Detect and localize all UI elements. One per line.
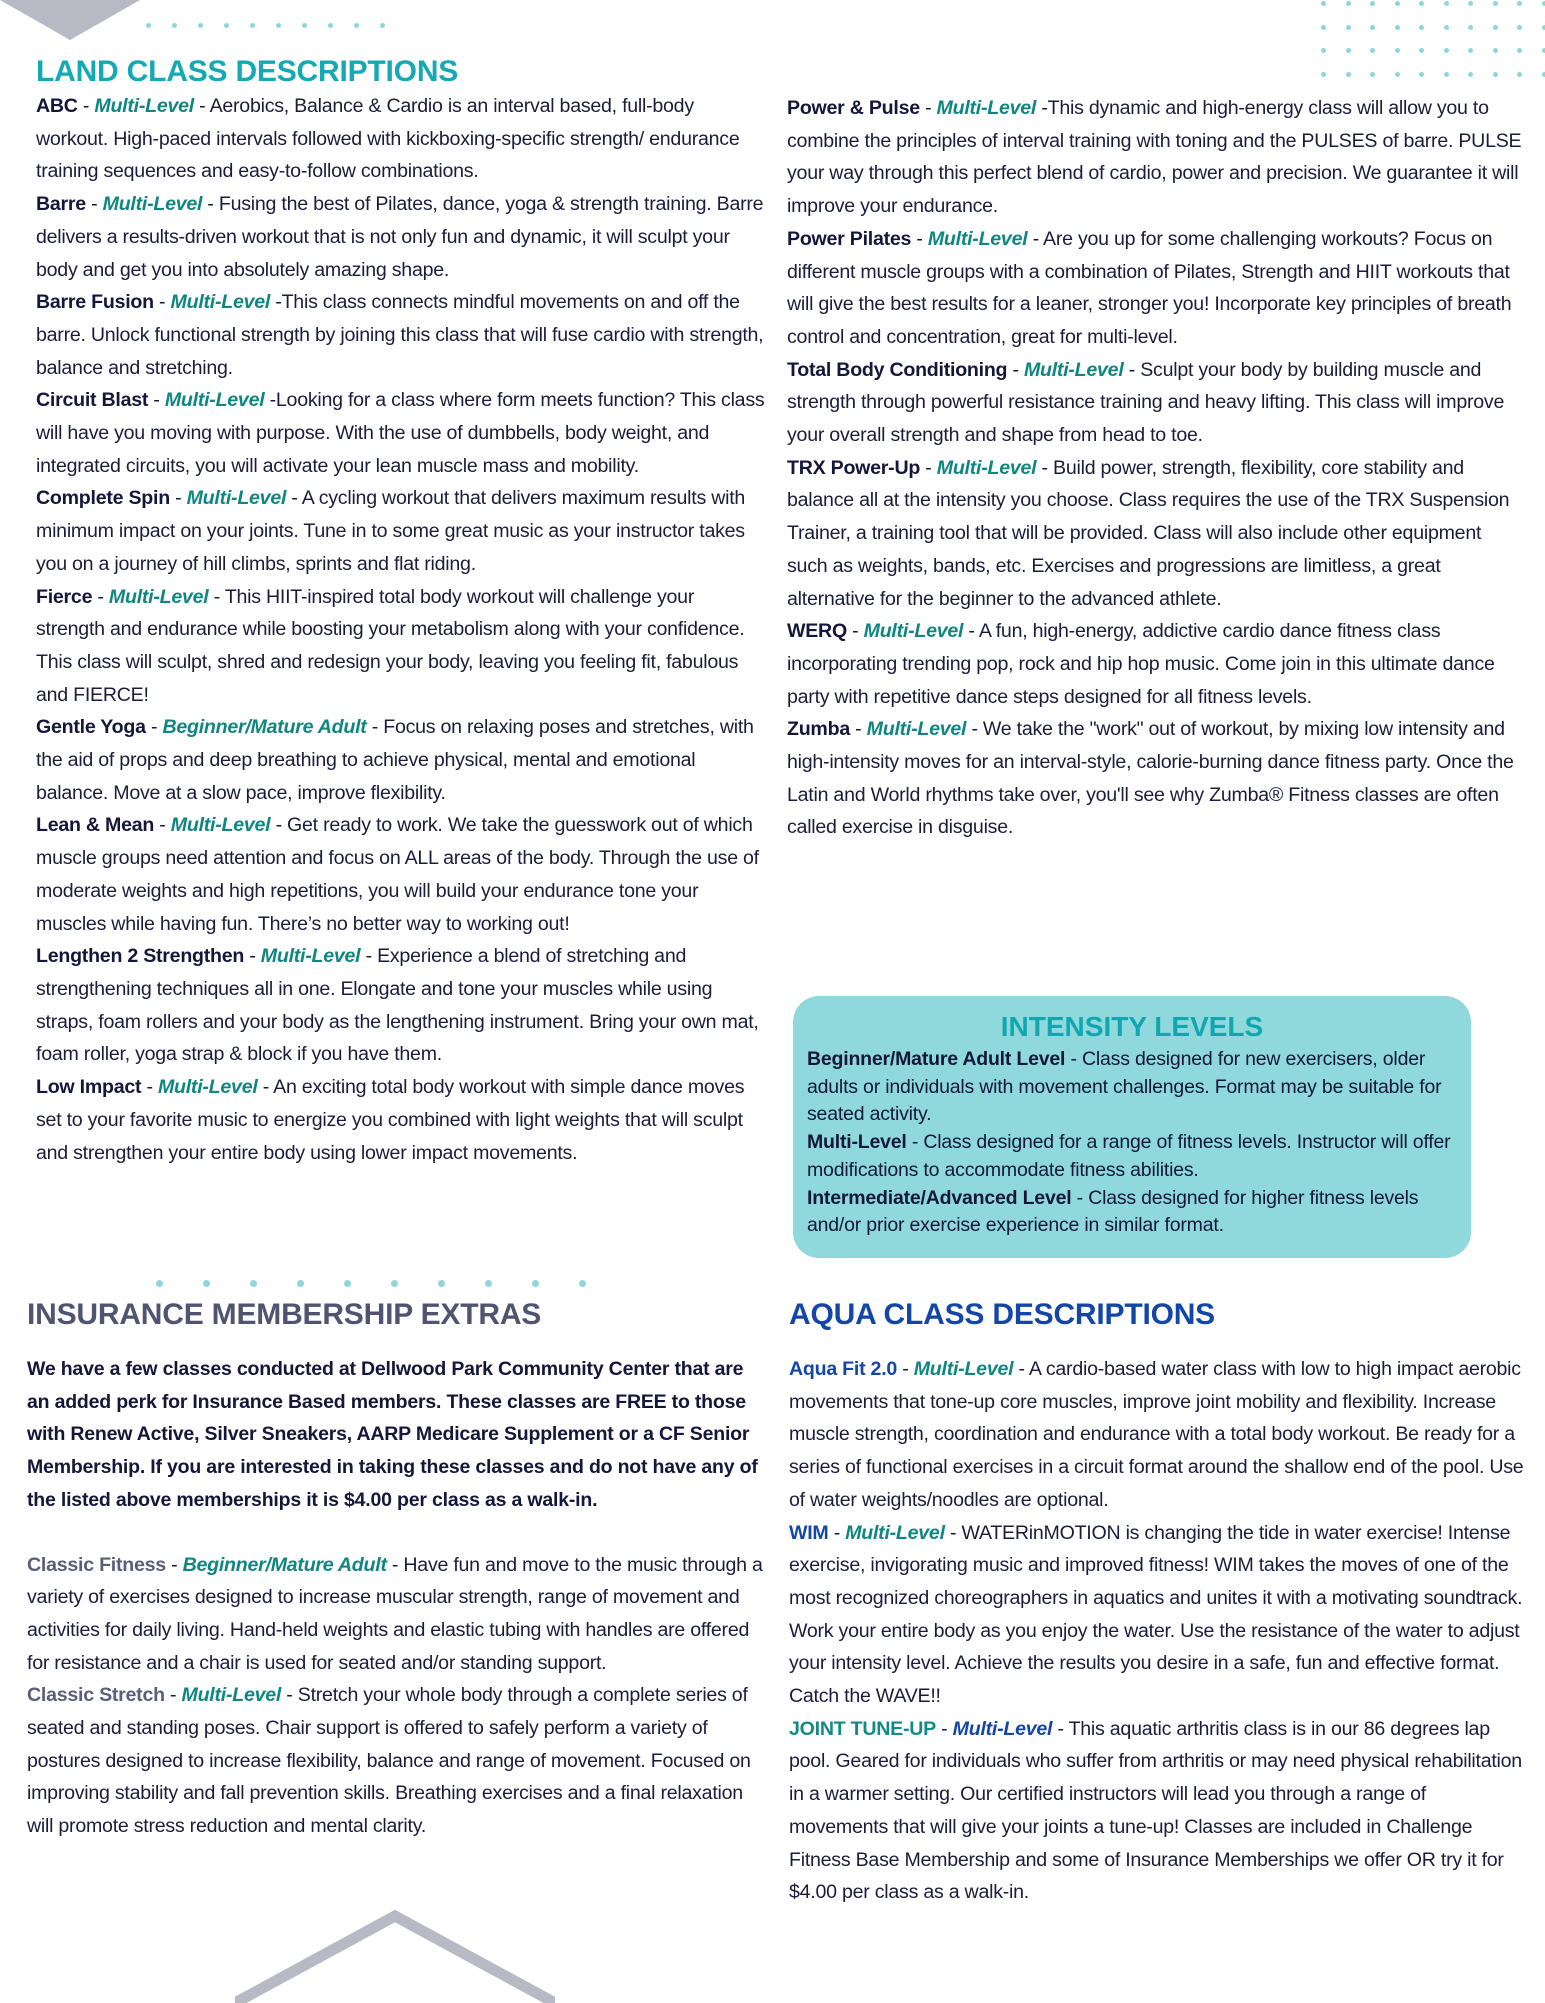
class-entry bbox=[787, 92, 1522, 223]
intensity-level-item bbox=[807, 1129, 1457, 1184]
separator: - bbox=[92, 585, 109, 608]
intensity-levels-heading: INTENSITY LEVELS bbox=[1000, 1011, 1264, 1042]
class-entry bbox=[787, 713, 1522, 844]
intensity-level-item bbox=[807, 1046, 1457, 1129]
class-name: Low Impact bbox=[36, 1076, 142, 1099]
class-description: Have fun and move to the music through a variety of exercises designed to increase muscular strength, range of movement and activities for daily living. Hand-held weights and elastic tubing with handles are offered for resistance and a chair is used for seated and/or standing support. bbox=[27, 1553, 763, 1674]
insurance-membership-section bbox=[27, 1297, 767, 1843]
class-description: We take the "work" out of workout, by mixing low intensity and high-intensity moves for an interval-style, calorie-burning dance fitness party. Once the Latin and World rhythms take over, you'll see why Zumba® Fitness classes are often called exercise in disguise. bbox=[787, 718, 1514, 839]
intensity-level-name: Beginner/Mature Adult Level bbox=[807, 1048, 1066, 1070]
class-entry bbox=[36, 809, 768, 940]
class-entry bbox=[27, 1679, 767, 1843]
aqua-class-list bbox=[789, 1353, 1524, 1909]
top-dots-decoration bbox=[146, 23, 385, 28]
class-description: This aquatic arthritis class is in our 86 degrees lap pool. Geared for individuals who suffer from arthritis or may need physical rehabilitation in a warmer setting. Our certified instructors will lead you through a range of movements that will give your joints a tune-up! Classes are included in Challenge Fitness Base Membership and some of Insurance Memberships we offer OR try it for $4.00 per class as a walk-in. bbox=[789, 1717, 1522, 1904]
separator: - bbox=[153, 291, 171, 314]
separator: - bbox=[148, 389, 165, 412]
separator: - bbox=[935, 1717, 953, 1740]
insurance-class-list bbox=[27, 1549, 767, 1843]
class-entry bbox=[787, 615, 1522, 713]
separator: - bbox=[193, 95, 210, 117]
class-name: ABC bbox=[36, 95, 78, 117]
separator: - bbox=[846, 620, 864, 643]
class-entry bbox=[36, 188, 768, 286]
aqua-heading: AQUA CLASS DESCRIPTIONS bbox=[789, 1298, 1215, 1331]
class-level: Multi-Level bbox=[260, 945, 361, 968]
separator: - bbox=[920, 456, 937, 479]
separator: - bbox=[165, 1553, 183, 1576]
separator: - bbox=[1013, 1358, 1029, 1380]
separator: - bbox=[164, 1684, 182, 1707]
separator: - bbox=[966, 718, 983, 741]
class-level: Multi-Level bbox=[94, 95, 194, 117]
separator: - bbox=[1036, 97, 1048, 119]
dot bbox=[224, 23, 229, 28]
class-entry bbox=[36, 711, 768, 809]
separator: - bbox=[141, 1076, 158, 1099]
class-entry bbox=[789, 1713, 1524, 1909]
separator: - bbox=[1065, 1048, 1082, 1070]
class-entry bbox=[36, 384, 768, 482]
class-name: Classic Stretch bbox=[27, 1684, 165, 1707]
insurance-intro: We have a few classes conducted at Dellwood Park Community Center that are an added perk for Insurance Based members. These classes are FREE to those with Renew Active, Silver Sneakers, AARP Medicare Supplement or a CF Senior Membership. If you are interested in taking these classes and do not have any of the listed above memberships it is $4.00 per class as a walk-in. bbox=[27, 1358, 758, 1511]
class-name: Gentle Yoga bbox=[36, 716, 146, 739]
intensity-level-item bbox=[807, 1185, 1457, 1240]
class-level: Multi-Level bbox=[952, 1717, 1053, 1740]
intensity-level-name: Intermediate/Advanced Level bbox=[807, 1186, 1072, 1209]
separator: - bbox=[286, 487, 302, 510]
separator: - bbox=[77, 95, 95, 117]
intensity-level-description: Class designed for new exercisers, older adults or individuals with movement challenges. Format may be suitable for seated activity. bbox=[807, 1048, 1442, 1126]
top-left-triangle-decoration bbox=[0, 0, 145, 42]
class-level: Multi-Level bbox=[863, 620, 964, 643]
bottom-chevron-decoration bbox=[235, 1908, 555, 2003]
separator: - bbox=[264, 389, 276, 412]
class-description: Get ready to work. We take the guesswork out of which muscle groups need attention and focus on ALL areas of the body. Through the use of moderate weights and high repetitions, you will build your endurance tone your muscles while having fun. There’s no better way to working out! bbox=[36, 814, 759, 935]
class-name: Complete Spin bbox=[36, 487, 170, 510]
separator: - bbox=[85, 193, 103, 216]
separator: - bbox=[366, 716, 384, 739]
class-description: This HIIT-inspired total body workout will challenge your strength and endurance while boosting your metabolism along with your confidence. This class will sculpt, shred and redesign your body, leaving you feeling fit, fabulous and FIERCE! bbox=[36, 585, 745, 706]
class-entry bbox=[787, 354, 1522, 452]
class-name: Power Pilates bbox=[787, 227, 912, 250]
class-entry bbox=[36, 90, 768, 188]
class-description: Aerobics, Balance & Cardio is an interval based, full-body workout. High-paced intervals followed with kickboxing-specific strength/ endurance training sequences and easy-to-follow combinations. bbox=[36, 95, 740, 183]
class-name: Zumba bbox=[787, 718, 850, 741]
class-entry bbox=[36, 286, 768, 384]
class-level: Multi-Level bbox=[866, 718, 967, 741]
class-description: Stretch your whole body through a complete series of seated and standing poses. Chair support is offered to safely perform a variety of postures designed to increase flexibility, balance and range of movement. Focused on improving stability and fall prevention skills. Breathing exercises and a final relaxation will promote stress reduction and mental clarity. bbox=[27, 1684, 751, 1838]
separator: - bbox=[270, 291, 282, 314]
class-entry bbox=[36, 940, 768, 1071]
class-level: Multi-Level bbox=[102, 193, 203, 216]
insurance-heading: INSURANCE MEMBERSHIP EXTRAS bbox=[27, 1298, 542, 1331]
class-level: Beginner/Mature Adult bbox=[162, 716, 367, 739]
class-level: Multi-Level bbox=[164, 389, 265, 412]
dot bbox=[276, 23, 281, 28]
separator: - bbox=[1027, 227, 1044, 250]
class-description: Focus on relaxing poses and stretches, with the aid of props and deep breathing to achieve physical, mental and emotional balance. Move at a slow pace, improve flexibility. bbox=[36, 716, 754, 804]
class-level: Multi-Level bbox=[936, 456, 1037, 479]
intensity-levels-box bbox=[793, 996, 1471, 1258]
class-name: Total Body Conditioning bbox=[787, 358, 1008, 381]
top-right-dot-grid-decoration bbox=[1321, 1, 1545, 77]
separator: - bbox=[257, 1076, 274, 1099]
class-entry bbox=[789, 1353, 1524, 1517]
intensity-level-description: Class designed for a range of fitness levels. Instructor will offer modifications to accommodate fitness abilities. bbox=[807, 1131, 1451, 1181]
intensity-level-list bbox=[807, 1046, 1457, 1240]
separator: - bbox=[244, 945, 261, 968]
class-name: Classic Fitness bbox=[27, 1553, 166, 1576]
separator: - bbox=[963, 620, 979, 643]
class-level: Multi-Level bbox=[845, 1521, 945, 1544]
class-entry bbox=[787, 223, 1522, 354]
class-level: Multi-Level bbox=[186, 487, 287, 510]
class-level: Multi-Level bbox=[170, 814, 271, 837]
class-level: Beginner/Mature Adult bbox=[182, 1553, 387, 1576]
class-description: Fusing the best of Pilates, dance, yoga & strength training. Barre delivers a results-driven workout that is not only fun and dynamic, it will sculpt your body and get you into absolutely amazing shape. bbox=[36, 193, 764, 281]
class-entry bbox=[787, 452, 1522, 616]
class-description: Experience a blend of stretching and strengthening techniques all in one. Elongate and tone your muscles while using straps, foam rollers and your body as the lengthening instrument. Bring your own mat, foam roller, yoga strap & block if you have them. bbox=[36, 945, 759, 1066]
class-name: TRX Power-Up bbox=[787, 456, 921, 479]
separator: - bbox=[1036, 456, 1054, 479]
class-entry bbox=[36, 581, 768, 712]
class-level: Multi-Level bbox=[913, 1358, 1014, 1380]
land-classes-right-column bbox=[787, 92, 1522, 844]
class-name: Power & Pulse bbox=[787, 97, 920, 119]
separator: - bbox=[1123, 358, 1141, 381]
land-class-heading: LAND CLASS DESCRIPTIONS bbox=[36, 55, 459, 88]
separator: - bbox=[906, 1131, 924, 1154]
class-level: Multi-Level bbox=[927, 227, 1028, 250]
class-level: Multi-Level bbox=[170, 291, 271, 314]
separator: - bbox=[911, 227, 928, 250]
class-entry bbox=[36, 1071, 768, 1169]
class-description: A cardio-based water class with low to high impact aerobic movements that tone-up core muscles, improve joint mobility and flexibility. Increase muscle strength, coordination and endurance with a total body workout. Be ready for a series of functional exercises in a circuit format around the shallow end of the pool. Use of water weights/noodles are optional. bbox=[789, 1358, 1524, 1511]
class-name: Barre Fusion bbox=[36, 291, 154, 314]
class-level: Multi-Level bbox=[157, 1076, 258, 1099]
class-entry bbox=[27, 1549, 767, 1680]
class-level: Multi-Level bbox=[1023, 358, 1124, 381]
class-description: A fun, high-energy, addictive cardio dance fitness class incorporating trending pop, rock and hip hop music. Come join in this ultimate dance party with repetitive dance steps designed for all fitness levels. bbox=[787, 620, 1495, 708]
class-description: Build power, strength, flexibility, core stability and balance all at the intensity you choose. Class requires the use of the TRX Suspension Trainer, a training tool that will be provided. Class will also include other equipment such as weights, bands, etc. Exercises and progressions are limitless, a great alternative for the beginner to the advanced athlete. bbox=[787, 456, 1510, 610]
class-name: Lengthen 2 Strengthen bbox=[36, 945, 245, 968]
aqua-class-section bbox=[789, 1297, 1524, 1909]
separator: - bbox=[154, 814, 171, 837]
dot bbox=[380, 23, 385, 28]
separator: - bbox=[169, 487, 187, 510]
separator: - bbox=[386, 1553, 404, 1576]
dot bbox=[172, 23, 177, 28]
class-name: JOINT TUNE-UP bbox=[789, 1717, 936, 1740]
separator: - bbox=[944, 1521, 962, 1544]
separator: - bbox=[919, 97, 937, 119]
class-entry bbox=[36, 482, 768, 580]
class-description: This dynamic and high-energy class will allow you to combine the principles of interval training with toning and the PULSES of barre. PULSE your way through this perfect blend of cardio, power and precision. We guarantee it will improve your endurance. bbox=[787, 97, 1522, 218]
separator: - bbox=[360, 945, 378, 968]
separator: - bbox=[202, 193, 219, 216]
dot bbox=[302, 23, 307, 28]
intensity-level-description: Class designed for higher fitness levels and/or prior exercise experience in similar format. bbox=[807, 1186, 1419, 1237]
class-name: Aqua Fit 2.0 bbox=[789, 1358, 898, 1380]
intensity-level-name: Multi-Level bbox=[807, 1131, 907, 1154]
class-level: Multi-Level bbox=[181, 1684, 282, 1707]
land-class-list-left bbox=[36, 90, 768, 1169]
dot bbox=[250, 23, 255, 28]
class-name: WIM bbox=[789, 1521, 829, 1544]
dot bbox=[146, 23, 151, 28]
class-description: Sculpt your body by building muscle and strength through powerful resistance training and heavy lifting. This class will improve your overall strength and shape from head to toe. bbox=[787, 358, 1505, 447]
class-description: Looking for a class where form meets function? This class will have you moving with purpose. With the use of dumbbells, body weight, and integrated circuits, you will activate your lean muscle mass and mobility. bbox=[36, 389, 765, 477]
separator: - bbox=[897, 1358, 914, 1380]
class-level: Multi-Level bbox=[936, 97, 1037, 119]
class-name: WERQ bbox=[787, 620, 847, 643]
dot bbox=[328, 23, 333, 28]
separator: - bbox=[281, 1684, 298, 1707]
class-name: Fierce bbox=[36, 585, 93, 608]
class-description: An exciting total body workout with simple dance moves set to your favorite music to energize you combined with light weights that will sculpt and strengthen your entire body using lower impact movements. bbox=[36, 1076, 745, 1164]
class-description: WATERinMOTION is changing the tide in water exercise! Intense exercise, invigorating music and improved fitness! WIM takes the moves of one of the most recognized choreographers in aquatics and unites it with a motivating soundtrack. Work your entire body as you enjoy the water. Use the resistance of the water to adjust your intensity level. Achieve the results you desire in a safe, fun and effective format. Catch the WAVE!! bbox=[789, 1521, 1523, 1708]
class-level: Multi-Level bbox=[108, 585, 209, 608]
separator: - bbox=[849, 718, 867, 741]
class-name: Lean & Mean bbox=[36, 814, 155, 837]
separator: - bbox=[1052, 1717, 1069, 1740]
separator: - bbox=[270, 814, 288, 837]
land-classes-left-column bbox=[36, 54, 768, 1169]
separator: - bbox=[828, 1521, 846, 1544]
dot bbox=[198, 23, 203, 28]
class-entry bbox=[789, 1517, 1524, 1713]
dot bbox=[354, 23, 359, 28]
class-name: Barre bbox=[36, 193, 86, 216]
separator: - bbox=[1071, 1186, 1089, 1209]
class-description: This class connects mindful movements on and off the barre. Unlock functional strength by joining this class that will fuse cardio with strength, balance and stretching. bbox=[36, 291, 764, 379]
separator: - bbox=[1007, 358, 1024, 381]
class-name: Circuit Blast bbox=[36, 389, 149, 412]
land-class-list-right bbox=[787, 92, 1522, 844]
class-description: Are you up for some challenging workouts? Focus on different muscle groups with a combination of Pilates, Strength and HIIT workouts that will give the best results for a leaner, stronger you! Incorporate key principles of breath control and concentration, great for multi-level. bbox=[787, 227, 1512, 348]
mid-dots-decoration bbox=[156, 1280, 586, 1287]
separator: - bbox=[208, 585, 225, 608]
class-description: A cycling workout that delivers maximum results with minimum impact on your joints. Tune in to some great music as your instructor takes you on a journey of hill climbs, sprints and flat riding. bbox=[36, 487, 746, 575]
separator: - bbox=[145, 716, 163, 739]
